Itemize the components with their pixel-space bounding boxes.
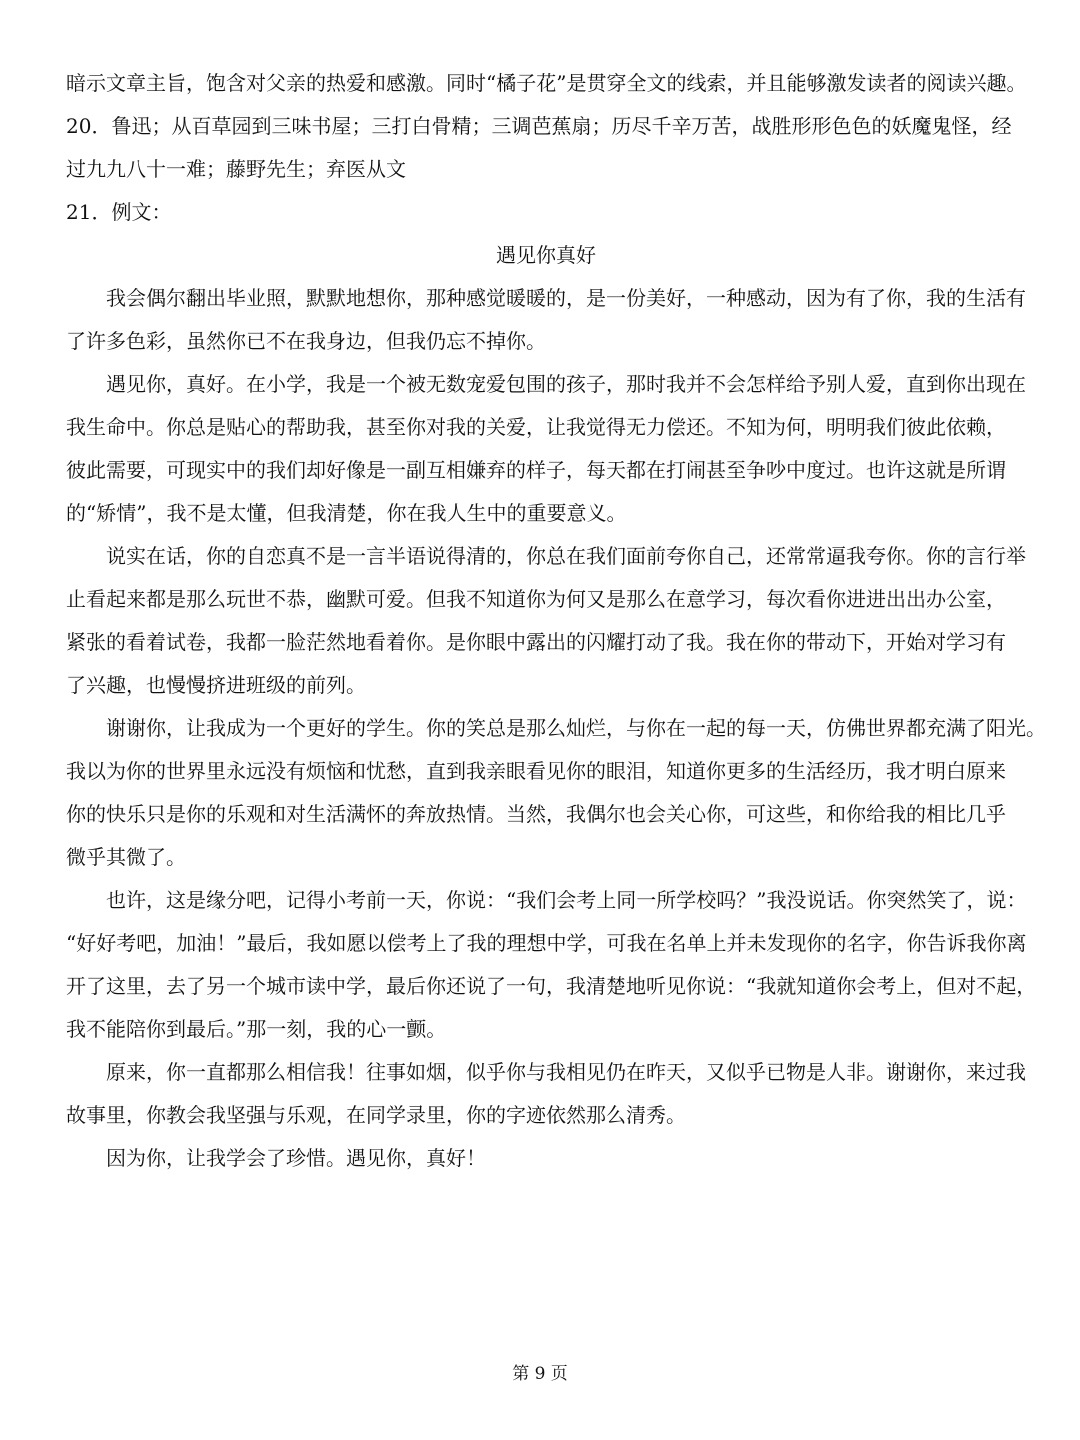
document-page bbox=[66, 62, 1046, 1180]
essay-paragraph-7 bbox=[66, 1137, 1026, 1180]
q20-answer-line-1: 20．鲁迅；从百草园到三味书屋；三打白骨精；三调芭蕉扇；历尽千辛万苦，战胜形形色色的妖魔鬼怪，经 bbox=[66, 114, 1012, 138]
essay-line: 我以为你的世界里永远没有烦恼和忧愁，直到我亲眼看见你的眼泪，知道你更多的生活经历，我才明白原来 bbox=[66, 759, 1006, 783]
essay-line: 的“矫情”，我不是太懂，但我清楚，你在我人生中的重要意义。 bbox=[66, 501, 627, 525]
essay-line: 我会偶尔翻出毕业照，默默地想你，那种感觉暖暖的，是一份美好，一种感动，因为有了你，我的生活有 bbox=[106, 286, 1026, 310]
essay-paragraph-3 bbox=[66, 535, 1026, 707]
essay-line: 因为你，让我学会了珍惜。遇见你，真好！ bbox=[106, 1146, 486, 1170]
essay-title: 遇见你真好 bbox=[496, 243, 596, 267]
essay-line: 故事里，你教会我坚强与乐观，在同学录里，你的字迹依然那么清秀。 bbox=[66, 1103, 686, 1127]
q19-answer-tail: 暗示文章主旨，饱含对父亲的热爱和感激。同时“橘子花”是贯穿全文的线索，并且能够激发读者的阅读兴趣。 bbox=[66, 71, 1027, 95]
essay-line: 遇见你，真好。在小学，我是一个被无数宠爱包围的孩子，那时我并不会怎样给予别人爱，直到你出现在 bbox=[106, 372, 1026, 396]
essay-line: 止看起来都是那么玩世不恭，幽默可爱。但我不知道你为何又是那么在意学习，每次看你进进出出办公室， bbox=[66, 587, 1006, 611]
essay-line: 了兴趣，也慢慢挤进班级的前列。 bbox=[66, 673, 366, 697]
essay-line: 了许多色彩，虽然你已不在我身边，但我仍忘不掉你。 bbox=[66, 329, 546, 353]
essay-line: 紧张的看着试卷，我都一脸茫然地看着你。是你眼中露出的闪耀打动了我。我在你的带动下，开始对学习有 bbox=[66, 630, 1006, 654]
essay-line: 彼此需要，可现实中的我们却好像是一副互相嫌弃的样子，每天都在打闹甚至争吵中度过。也许这就是所谓 bbox=[66, 458, 1006, 482]
page-number: 第 9 页 bbox=[512, 1364, 568, 1384]
essay-line: 我不能陪你到最后。”那一刻，我的心一颤。 bbox=[66, 1017, 447, 1041]
q21-label: 21．例文： bbox=[66, 200, 172, 224]
essay-paragraph-6 bbox=[66, 1051, 1026, 1137]
q20-answer-line-2: 过九九八十一难；藤野先生；弃医从文 bbox=[66, 157, 406, 181]
essay-line: “好好考吧，加油！”最后，我如愿以偿考上了我的理想中学，可我在名单上并未发现你的名字，你告诉我你离 bbox=[66, 931, 1027, 955]
essay-line: 谢谢你，让我成为一个更好的学生。你的笑总是那么灿烂，与你在一起的每一天，仿佛世界都充满了阳光。 bbox=[106, 716, 1046, 740]
essay-line: 微乎其微了。 bbox=[66, 845, 186, 869]
essay-line: 说实在话，你的自恋真不是一言半语说得清的，你总在我们面前夸你自己，还常常逼我夸你。你的言行举 bbox=[106, 544, 1026, 568]
essay-paragraph-5 bbox=[66, 879, 1037, 1051]
essay-line: 你的快乐只是你的乐观和对生活满怀的奔放热情。当然，我偶尔也会关心你，可这些，和你给我的相比几乎 bbox=[66, 802, 1006, 826]
essay-line: 原来，你一直都那么相信我！往事如烟，似乎你与我相见仍在昨天，又似乎已物是人非。谢谢你，来过我 bbox=[106, 1060, 1026, 1084]
essay-paragraph-4 bbox=[66, 707, 1046, 879]
essay-paragraph-1 bbox=[66, 277, 1026, 363]
essay-line: 我生命中。你总是贴心的帮助我，甚至你对我的关爱，让我觉得无力偿还。不知为何，明明我们彼此依赖， bbox=[66, 415, 1006, 439]
essay-line: 开了这里，去了另一个城市读中学，最后你还说了一句，我清楚地听见你说：“我就知道你会考上，但对不起， bbox=[66, 974, 1037, 998]
essay-line: 也许，这是缘分吧，记得小考前一天，你说：“我们会考上同一所学校吗？”我没说话。你突然笑了，说： bbox=[106, 888, 1027, 912]
essay-paragraph-2 bbox=[66, 363, 1026, 535]
